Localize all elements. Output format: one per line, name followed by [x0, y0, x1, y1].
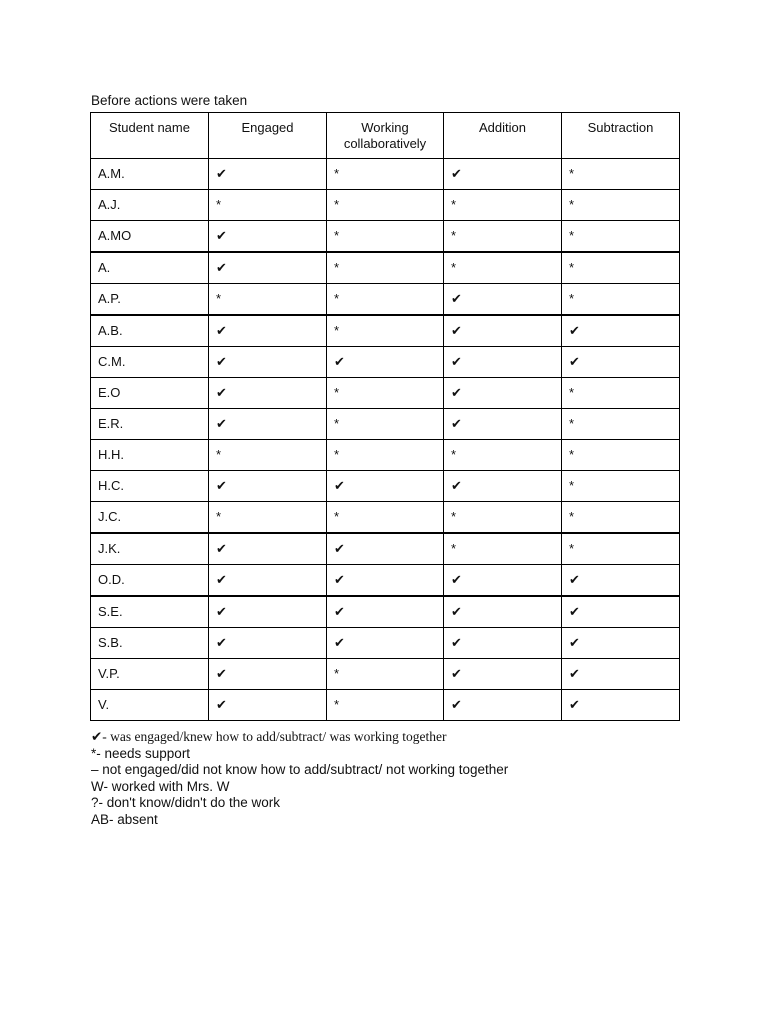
table-header-row [91, 113, 680, 159]
collaboration-cell: * [327, 440, 444, 471]
subtraction-cell: ✔ [562, 596, 680, 628]
table-row [91, 502, 680, 534]
collaboration-cell: * [327, 378, 444, 409]
addition-cell: * [444, 533, 562, 565]
subtraction-cell: * [562, 378, 680, 409]
table-body [91, 159, 680, 721]
header-addition: Addition [444, 113, 562, 159]
engaged-cell: ✔ [209, 659, 327, 690]
engaged-cell: ✔ [209, 596, 327, 628]
header-working-collaboratively: Working collaboratively [327, 113, 444, 159]
header-engaged: Engaged [209, 113, 327, 159]
student-name-cell: C.M. [91, 347, 209, 378]
student-name-cell: A.P. [91, 284, 209, 316]
subtraction-cell: * [562, 252, 680, 284]
addition-cell: * [444, 190, 562, 221]
table-row [91, 628, 680, 659]
legend-item-engaged: ✔- was engaged/knew how to add/subtract/ was working together [91, 729, 447, 744]
collaboration-cell: ✔ [327, 628, 444, 659]
engaged-cell: ✔ [209, 409, 327, 440]
student-name-cell: H.C. [91, 471, 209, 502]
student-name-cell: S.E. [91, 596, 209, 628]
table-row [91, 409, 680, 440]
addition-cell: ✔ [444, 659, 562, 690]
table-row [91, 596, 680, 628]
student-name-cell: A.M. [91, 159, 209, 190]
addition-cell: ✔ [444, 315, 562, 347]
collaboration-cell: ✔ [327, 565, 444, 597]
student-table [90, 112, 680, 721]
table-row [91, 252, 680, 284]
subtraction-cell: ✔ [562, 690, 680, 721]
table-row [91, 565, 680, 597]
subtraction-cell: ✔ [562, 347, 680, 378]
subtraction-cell: ✔ [562, 628, 680, 659]
engaged-cell: ✔ [209, 315, 327, 347]
engaged-cell: ✔ [209, 159, 327, 190]
student-name-cell: E.O [91, 378, 209, 409]
subtraction-cell: * [562, 471, 680, 502]
subtraction-cell: * [562, 284, 680, 316]
table-row [91, 221, 680, 253]
subtraction-cell: * [562, 159, 680, 190]
collaboration-cell: * [327, 221, 444, 253]
addition-cell: ✔ [444, 628, 562, 659]
addition-cell: ✔ [444, 284, 562, 316]
table-row [91, 378, 680, 409]
collaboration-cell: ✔ [327, 533, 444, 565]
legend-item-needs-support: *- needs support [91, 745, 191, 761]
addition-cell: ✔ [444, 378, 562, 409]
subtraction-cell: * [562, 409, 680, 440]
table-row [91, 190, 680, 221]
addition-cell: * [444, 502, 562, 534]
table-row [91, 159, 680, 190]
collaboration-cell: * [327, 252, 444, 284]
page-title: Before actions were taken [91, 93, 248, 108]
student-name-cell: V.P. [91, 659, 209, 690]
legend-item-worked-with-mrs-w: W- worked with Mrs. W [91, 778, 230, 794]
engaged-cell: ✔ [209, 565, 327, 597]
student-name-cell: H.H. [91, 440, 209, 471]
engaged-cell: * [209, 284, 327, 316]
engaged-cell: * [209, 440, 327, 471]
collaboration-cell: * [327, 190, 444, 221]
table-row [91, 690, 680, 721]
subtraction-cell: * [562, 440, 680, 471]
subtraction-cell: ✔ [562, 315, 680, 347]
legend-item-not-engaged: – not engaged/did not know how to add/subtract/ not working together [91, 762, 509, 777]
student-name-cell: J.K. [91, 533, 209, 565]
engaged-cell: ✔ [209, 378, 327, 409]
collaboration-cell: * [327, 159, 444, 190]
subtraction-cell: ✔ [562, 565, 680, 597]
table-row [91, 347, 680, 378]
student-name-cell: O.D. [91, 565, 209, 597]
addition-cell: ✔ [444, 690, 562, 721]
addition-cell: * [444, 440, 562, 471]
table-row [91, 659, 680, 690]
legend [91, 729, 508, 828]
legend-item-absent: AB- absent [91, 811, 158, 827]
header-subtraction: Subtraction [562, 113, 680, 159]
engaged-cell: ✔ [209, 252, 327, 284]
student-name-cell: E.R. [91, 409, 209, 440]
student-name-cell: A.MO [91, 221, 209, 253]
table-row [91, 440, 680, 471]
collaboration-cell: * [327, 690, 444, 721]
engaged-cell: ✔ [209, 221, 327, 253]
student-name-cell: A.J. [91, 190, 209, 221]
student-name-cell: A.B. [91, 315, 209, 347]
collaboration-cell: ✔ [327, 596, 444, 628]
collaboration-cell: * [327, 659, 444, 690]
student-name-cell: A. [91, 252, 209, 284]
addition-cell: ✔ [444, 347, 562, 378]
student-name-cell: V. [91, 690, 209, 721]
subtraction-cell: ✔ [562, 659, 680, 690]
subtraction-cell: * [562, 502, 680, 534]
table-row [91, 471, 680, 502]
addition-cell: ✔ [444, 159, 562, 190]
table-row [91, 284, 680, 316]
engaged-cell: * [209, 502, 327, 534]
engaged-cell: ✔ [209, 471, 327, 502]
table-row [91, 315, 680, 347]
addition-cell: * [444, 252, 562, 284]
engaged-cell: ✔ [209, 628, 327, 659]
collaboration-cell: * [327, 409, 444, 440]
addition-cell: ✔ [444, 565, 562, 597]
addition-cell: * [444, 221, 562, 253]
addition-cell: ✔ [444, 471, 562, 502]
subtraction-cell: * [562, 221, 680, 253]
collaboration-cell: ✔ [327, 471, 444, 502]
engaged-cell: * [209, 190, 327, 221]
header-student-name: Student name [91, 113, 209, 159]
subtraction-cell: * [562, 190, 680, 221]
table-row [91, 533, 680, 565]
addition-cell: ✔ [444, 409, 562, 440]
student-name-cell: J.C. [91, 502, 209, 534]
collaboration-cell: * [327, 284, 444, 316]
collaboration-cell: ✔ [327, 347, 444, 378]
legend-item-dont-know: ?- don't know/didn't do the work [91, 795, 281, 810]
addition-cell: ✔ [444, 596, 562, 628]
subtraction-cell: * [562, 533, 680, 565]
engaged-cell: ✔ [209, 533, 327, 565]
collaboration-cell: * [327, 502, 444, 534]
student-name-cell: S.B. [91, 628, 209, 659]
engaged-cell: ✔ [209, 347, 327, 378]
collaboration-cell: * [327, 315, 444, 347]
engaged-cell: ✔ [209, 690, 327, 721]
